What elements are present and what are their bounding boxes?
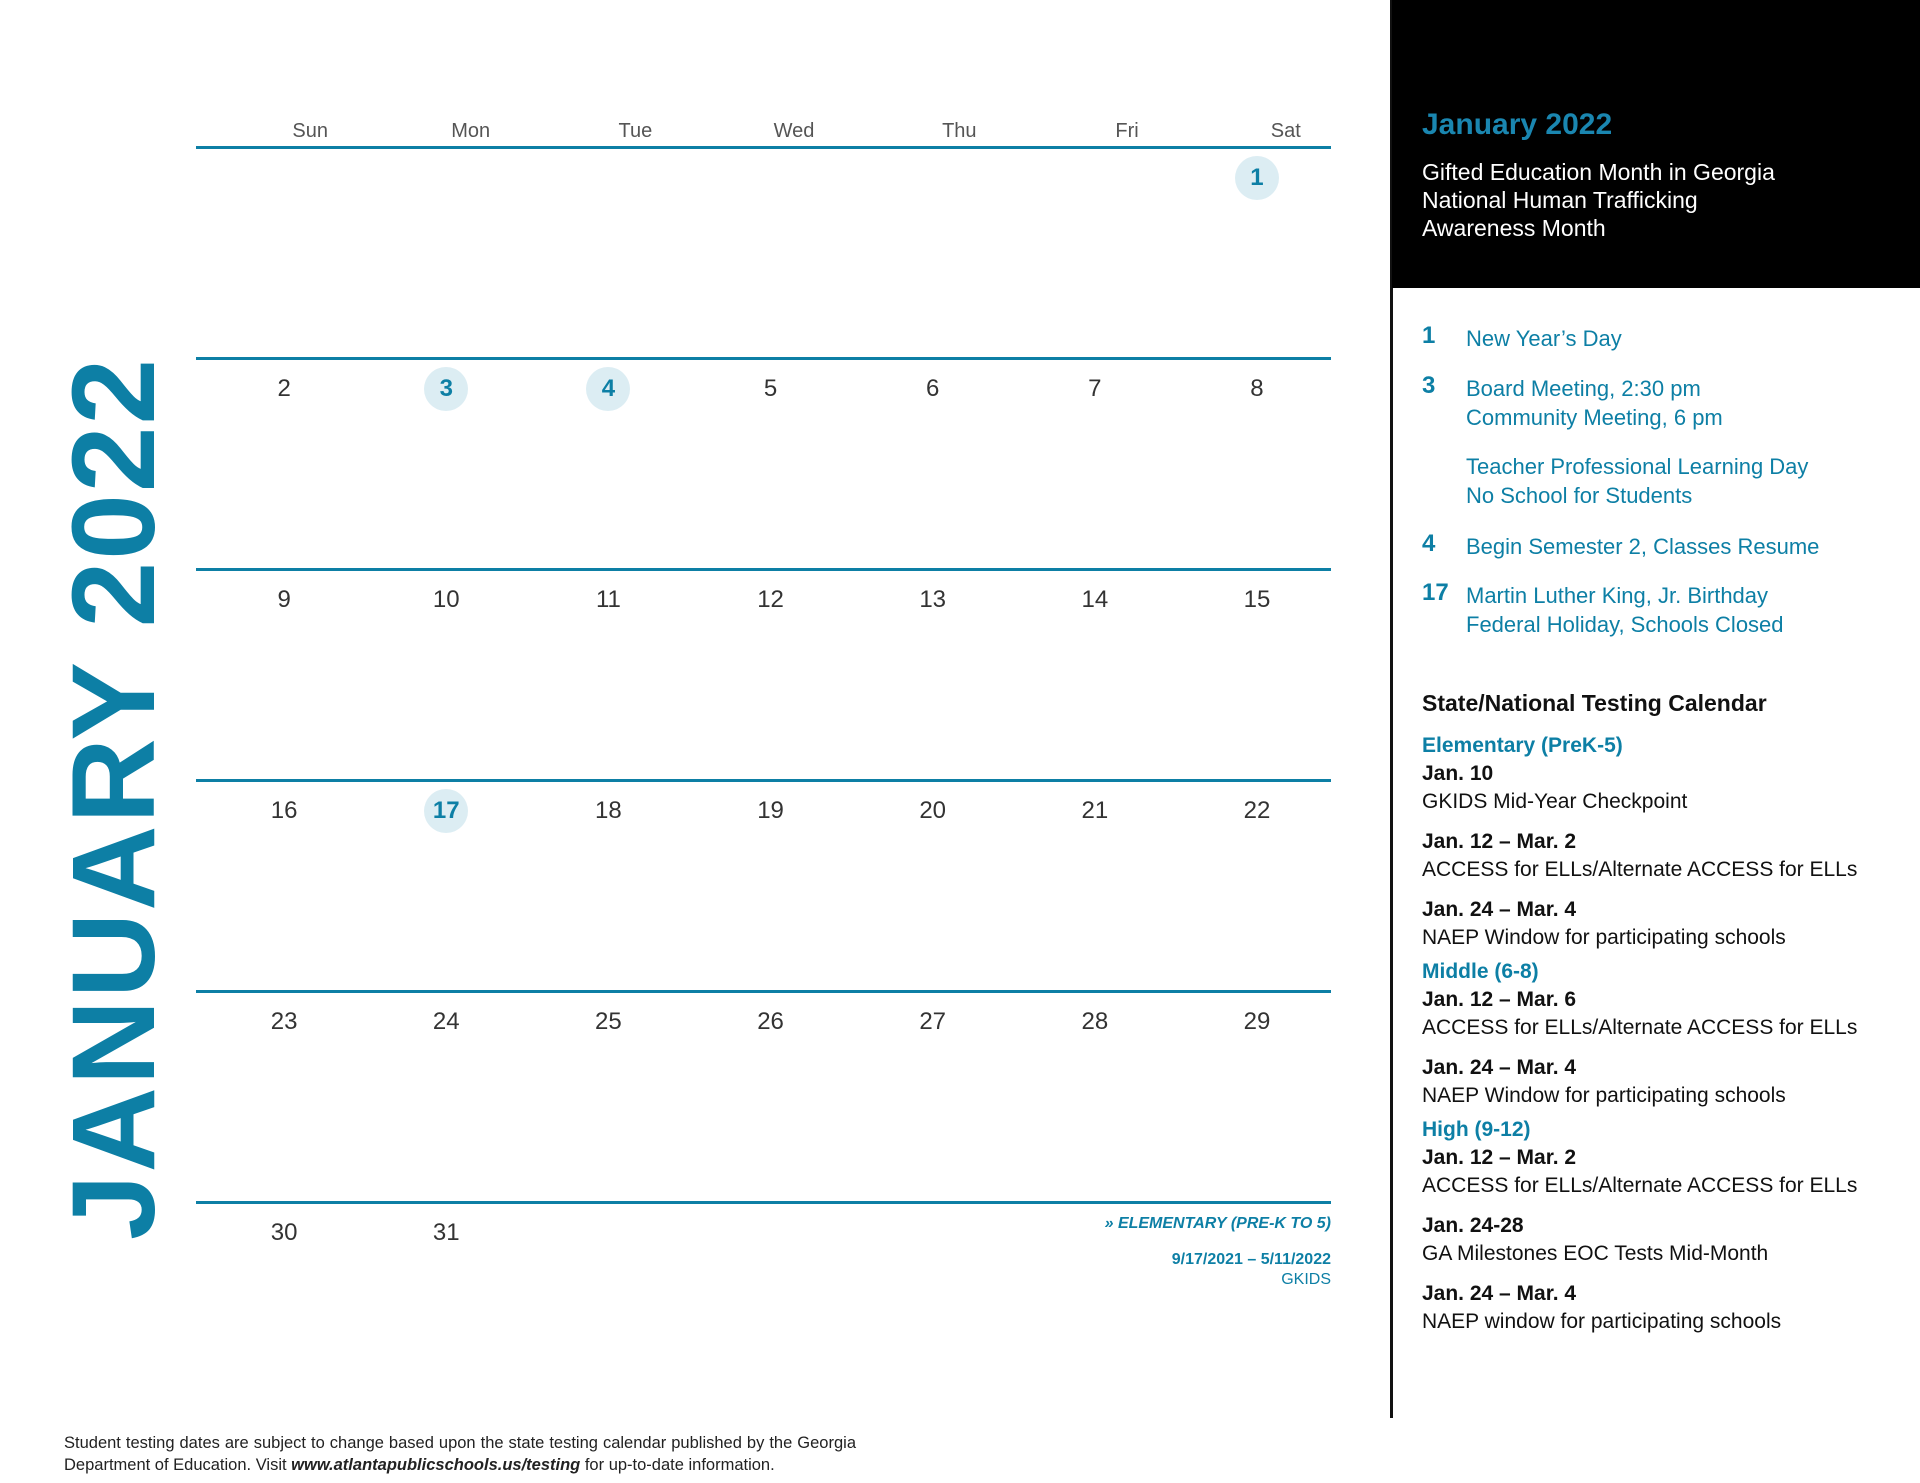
event-day: 17 (1422, 579, 1449, 606)
testing-description: NAEP Window for participating schools (1422, 926, 1786, 949)
footer-disclaimer (64, 1432, 856, 1476)
note-test: GKIDS (1281, 1271, 1331, 1288)
day-cell-14: 14 (1081, 586, 1109, 613)
day-cell-27: 27 (919, 1008, 947, 1035)
month-title: January 2022 (1422, 108, 1613, 141)
day-cell-23: 23 (270, 1008, 298, 1035)
testing-calendar (1422, 690, 1902, 1333)
calendar-testing-note (1105, 1215, 1331, 1289)
footer-link[interactable]: www.atlantapublicschools.us/testing (291, 1456, 581, 1474)
testing-level: High (9-12) (1422, 1118, 1531, 1141)
testing-level: Middle (6-8) (1422, 960, 1539, 983)
day-of-week-tue: Tue (618, 120, 653, 142)
day-cell-6: 6 (926, 375, 940, 402)
page-vertical-title: JANUARY 2022 (48, 356, 180, 1240)
day-cell-12: 12 (757, 586, 784, 613)
observance-line: Awareness Month (1422, 215, 1606, 241)
day-cell-4: 4 (586, 367, 630, 411)
day-of-week-header (196, 110, 1331, 146)
event-day: 1 (1422, 322, 1436, 349)
day-cell-7: 7 (1088, 375, 1102, 402)
day-cell-21: 21 (1081, 797, 1109, 824)
event-line: Begin Semester 2, Classes Resume (1466, 534, 1820, 559)
day-of-week-fri: Fri (1115, 120, 1139, 142)
day-cell-24: 24 (432, 1008, 460, 1035)
testing-description: GA Milestones EOC Tests Mid-Month (1422, 1242, 1769, 1265)
day-cell-19: 19 (757, 797, 784, 824)
footer-text: Student testing dates are subject to change based upon the state testing calendar published by the Georgia Department of Education. Visit (64, 1434, 856, 1474)
testing-date: Jan. 12 – Mar. 6 (1422, 988, 1577, 1011)
day-cell-5: 5 (763, 375, 778, 402)
testing-description: NAEP Window for participating schools (1422, 1084, 1786, 1107)
testing-description: ACCESS for ELLs/Alternate ACCESS for ELLs (1422, 1174, 1858, 1197)
week-separator (196, 568, 1331, 571)
testing-level: Elementary (PreK-5) (1422, 734, 1623, 757)
day-cell-2: 2 (277, 375, 291, 402)
event-line: Federal Holiday, Schools Closed (1466, 612, 1784, 637)
event-line: New Year’s Day (1466, 326, 1622, 351)
event-text (1466, 581, 1784, 639)
day-of-week-mon: Mon (451, 120, 491, 142)
event-line: Board Meeting, 2:30 pm (1466, 376, 1701, 401)
event-line: Martin Luther King, Jr. Birthday (1466, 583, 1769, 608)
event-text (1466, 324, 1622, 353)
week-separator (196, 146, 1331, 149)
month-header (1392, 0, 1920, 288)
day-cell-15: 15 (1243, 586, 1271, 613)
testing-description: ACCESS for ELLs/Alternate ACCESS for ELLs (1422, 1016, 1858, 1039)
week-separator (196, 779, 1331, 782)
week-separator (196, 990, 1331, 993)
note-dates: 9/17/2021 – 5/11/2022 (1171, 1251, 1331, 1268)
day-cell-8: 8 (1250, 375, 1264, 402)
event-line: Teacher Professional Learning Day (1466, 454, 1809, 479)
day-cell-3: 3 (424, 367, 468, 411)
note-program: » ELEMENTARY (PRE-K TO 5) (1104, 1215, 1331, 1232)
event-text (1466, 452, 1808, 510)
testing-date: Jan. 12 – Mar. 2 (1422, 1146, 1577, 1169)
testing-date: Jan. 24-28 (1422, 1214, 1524, 1237)
testing-description: GKIDS Mid-Year Checkpoint (1422, 790, 1688, 813)
day-of-week-sat: Sat (1270, 120, 1301, 142)
week-separator (196, 1201, 1331, 1204)
day-cell-31: 31 (432, 1219, 460, 1246)
testing-description: ACCESS for ELLs/Alternate ACCESS for ELLs (1422, 858, 1858, 881)
observance-line: National Human Trafficking (1422, 187, 1698, 213)
event-day: 3 (1422, 372, 1436, 399)
testing-date: Jan. 12 – Mar. 2 (1422, 830, 1577, 853)
day-cell-22: 22 (1243, 797, 1271, 824)
day-cell-25: 25 (595, 1008, 622, 1035)
event-text (1466, 374, 1723, 432)
day-cell-1: 1 (1235, 156, 1279, 200)
day-cell-11: 11 (595, 586, 621, 613)
testing-description: NAEP window for participating schools (1422, 1310, 1782, 1333)
day-cell-20: 20 (919, 797, 947, 824)
testing-date: Jan. 24 – Mar. 4 (1422, 1056, 1577, 1079)
day-cell-29: 29 (1243, 1008, 1271, 1035)
day-cell-17: 17 (424, 789, 468, 833)
day-cell-26: 26 (757, 1008, 784, 1035)
day-cell-9: 9 (277, 586, 291, 613)
day-cell-10: 10 (432, 586, 460, 613)
day-of-week-sun: Sun (292, 120, 328, 142)
day-of-week-wed: Wed (773, 120, 815, 142)
week-separator (196, 357, 1331, 360)
event-line: Community Meeting, 6 pm (1466, 405, 1723, 430)
day-of-week-thu: Thu (942, 120, 977, 142)
observance-line: Gifted Education Month in Georgia (1422, 159, 1775, 185)
testing-date: Jan. 24 – Mar. 4 (1422, 898, 1577, 921)
day-cell-28: 28 (1081, 1008, 1109, 1035)
testing-date: Jan. 24 – Mar. 4 (1422, 1282, 1577, 1305)
footer-text-end: for up-to-date information. (580, 1456, 775, 1474)
calendar-grid (196, 110, 1331, 1288)
event-text (1466, 532, 1819, 561)
event-day: 4 (1422, 530, 1436, 557)
day-cell-16: 16 (270, 797, 298, 824)
day-cell-30: 30 (270, 1219, 298, 1246)
day-cell-13: 13 (919, 586, 947, 613)
testing-date: Jan. 10 (1422, 762, 1494, 785)
event-line: No School for Students (1466, 483, 1693, 508)
day-cell-18: 18 (595, 797, 622, 824)
testing-title: State/National Testing Calendar (1422, 690, 1767, 716)
